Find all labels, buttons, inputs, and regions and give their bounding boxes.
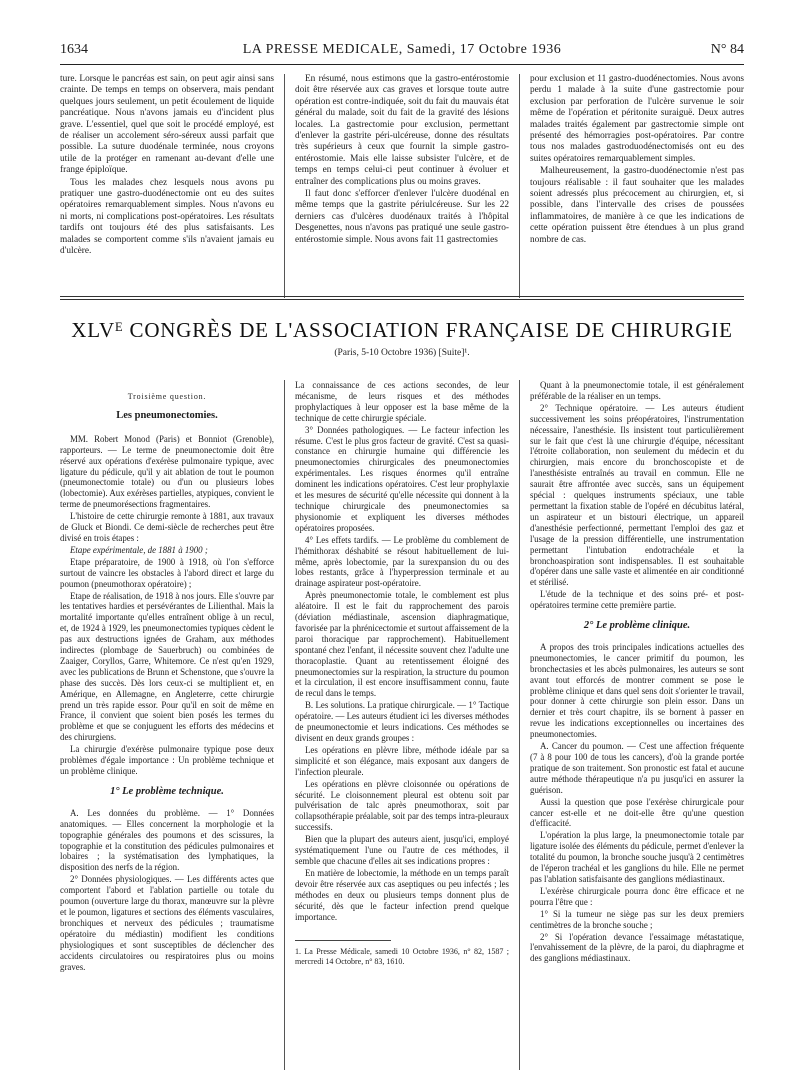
paragraph: 4° Les effets tardifs. — Le problème du comblement de l'hémithorax déshabité se résout habituellement de lui-même, après lobectomie, par la surexpansion du ou des lobes restants, grâce à l'hyperpression terminale et au drainage aspirateur post-opératoire.: [295, 534, 509, 589]
paragraph: Les opérations en plèvre libre, méthode idéale par sa simplicité et son élégance, mais exposant aux dangers de l'infection pleurale.: [295, 744, 509, 777]
paragraph: L'histoire de cette chirurgie remonte à 1881, aux travaux de Gluck et Biondi. Ce demi-siècle de recherches peut être divisé en trois étapes :: [60, 511, 274, 543]
paragraph: Malheureusement, la gastro-duodénectomie n'est pas toujours réalisable : il faut souhaiter que les malades soient adressés plus précocement au chirurgien, et, si possible, dans l'intervalle des crises de poussées inflammatoires, de manière à ce que les indications de cette opération puissent être étendues à un plus grand nombre de cas.: [530, 166, 744, 245]
paragraph: Tous les malades chez lesquels nous avons pu pratiquer une gastro-duodénectomie ont eu des suites opératoires remarquablement simples. Nous n'avons eu ni morts, ni complications post-opératoires. Les résultats tardifs ont toujours été des plus satisfaisants. Les malades se comportent comme s'ils n'avaient jamais eu d'ulcère.: [60, 177, 274, 257]
main-column-2: [295, 380, 509, 1070]
running-header: [60, 42, 744, 62]
paragraph: Etape expérimentale, de 1881 à 1900 ;: [70, 544, 208, 555]
paragraph: 3° Données pathologiques. — Le facteur infection les résume. C'est le plus gros facteur de gravité. C'est sa quasi-constance en chirurgie humaine qui différencie les pneumonectomies chirurgicales des pneumonectomies expérimentales. Les risques énormes qu'il entraîne dominent les indications opératoires. C'est leur prophylaxie et les mesures de sécurité qu'elle nécessite qui donnent à la technique chirurgicale des pneumonectomies sa physionomie et expliquent les diverses méthodes opératoires proposées.: [295, 424, 509, 533]
journal-title: LA PRESSE MEDICALE, Samedi, 17 Octobre 1936: [242, 42, 562, 57]
column-divider: [519, 74, 520, 298]
page-number: 1634: [60, 42, 88, 57]
paragraph: L'étude de la technique et des soins pré- et post-opératoires termine cette première partie.: [530, 589, 744, 611]
paragraph: A. Les données du problème. — 1° Données anatomiques. — Elles concernent la morphologie et la topographie générales des poumons et des scissures, la topographie et la constitution des pédicules pulmonaires et lobaires ; la systématisation des lymphatiques, la disposition des nerfs de la région.: [60, 807, 274, 873]
main-article-columns: [60, 380, 744, 1070]
top-column-1: [60, 74, 274, 298]
section-heading: 2° Le problème clinique.: [583, 620, 691, 632]
paragraph: Les opérations en plèvre cloisonnée ou opérations de sécurité. Le cloisonnement pleural est obtenu soit par pulvérisation de talc après pneumothorax, soit par collapsothérapie préalable, soit par des temps intra-pleuraux successifs.: [295, 778, 509, 833]
paragraph: A propos des trois principales indications actuelles des pneumonectomies, le cancer primitif du poumon, les bronchectasies et les abcès pulmonaires, les auteurs se sont avant tout efforcés de montrer comment se pose le problème clinique et dans quel sens doit s'orienter le travail, pour donner à cette chirurgie son plein essor. Dans un dernier et très court chapitre, ils se bornent à passer en revue les indications exceptionnelles ou incertaines des pneumonectomies.: [530, 641, 744, 740]
top-column-2: [295, 74, 509, 298]
column-divider: [519, 380, 520, 1070]
paragraph: Après pneumonectomie totale, le comblement est plus aléatoire. Il est le fait du rapprochement des parois (déviation médiastinale, ascension diaphragmatique, favorisée par la phrénicectomie et surtout affaissement de la paroi thoracique par rapprochement). Habituellement spontané chez l'enfant, il nécessite souvent chez l'adulte une thoracoplastie. Quant au retentissement éloigné des pneumonectomies sur la respiration, la structure du poumon et la circulation, il est encore insuffisamment connu, faute de recul dans le temps.: [295, 590, 509, 699]
article-heading: Les pneumonectomies.: [116, 409, 218, 421]
paragraph: En matière de lobectomie, la méthode en un temps paraît devoir être réservée aux cas aseptiques ou peu infectés ; les méthodes en deux ou plusieurs temps donnent plus de sécurité, dès que le facteur infection prend quelque importance.: [295, 867, 509, 922]
issue-number: N° 84: [710, 42, 744, 57]
top-column-3: [530, 74, 744, 298]
paragraph: ture. Lorsque le pancréas est sain, on peut agir ainsi sans crainte. De temps en temps on observera, mais pendant quelques jours seulement, un petit écoulement de liquide pancréatique. Nous n'avons jamais eu d'incident plus grave. L'essentiel, quel que soit le procédé employé, est de réaliser un accolement séro-séreux aussi parfait que possible. La suture duodénale terminée, nous croyons utile de la protéger en ramenant au-devant d'elle une frange épiploïque.: [60, 74, 274, 176]
paragraph: Etape de réalisation, de 1918 à nos jours. Elle s'ouvre par les tentatives hardies et persévérantes de Lilienthal. Mais la mortalité importante qu'elles entraînent oblige à un recul, et, de 1924 à 1929, les pneumonectomies typiques cèdent le pas aux destructions ignées de Graham, aux méthodes indirectes (plombage de Sauerbruch) ou combinées de Zaaiger, Coryllos, Garre, Whitemore. Ce n'est qu'en 1929, avec les publications de Brunn et Schenstone, que s'ouvre la phase des succès. Dès lors ceux-ci se multiplient et, en Amérique, en Allemagne, en Angleterre, cette chirurgie prend un très rapide essor. Pour qu'il en soit de même en France, il convient que soient bien posés les termes du problème et que se conjuguent les efforts des médecins et des chirurgiens.: [60, 590, 274, 743]
column-divider: [284, 380, 285, 1070]
column-divider: [284, 74, 285, 298]
paragraph: 2° Technique opératoire. — Les auteurs étudient successivement les soins préopératoires, l'instrumentation nécessaire, l'anesthésie. Ils insistent tout particulièrement sur le fait que c'est là une chirurgie d'équipe, nécessitant l'étroite collaboration, non seulement du médecin et du chirurgien, mais encore du bronchoscopiste et de l'anesthésiste entraînés au travail en commun. Elle ne saurait être affrontée avec succès, sans un équipement spécial : quelques instruments spéciaux, une table permettant la fixation stable de l'opéré en décubitus latéral, un aspirateur et un bistouri électrique, un appareil d'anesthésie perfectionné, permettant l'emploi des gaz et l'usage de la pression différentielle, une instrumentation permettant l'intubation endotrachéale et la bronchoaspiration sont indispensables. Il est souhaitable d'opérer dans une salle vaste et alimentée en air conditionné et stérilisé.: [530, 402, 744, 588]
paragraph: 2° Données physiologiques. — Les différents actes que comportent l'abord et l'ablation partielle ou totale du poumon (ouverture large du thorax, manœuvre sur la plèvre et le poumon, ligatures et sections des éléments vasculaires, bronchiques et nerveux des pédicules ; traumatisme opératoire du médiastin) modifient les conditions physiologiques et sont susceptibles de déclencher des accidents circulatoires ou respiratoires plus ou moins graves.: [60, 874, 274, 972]
section-double-rule: [60, 296, 744, 300]
paragraph: Il faut donc s'efforcer d'enlever l'ulcère duodénal en même temps que la gastrite périulcéreuse. Sur les 22 derniers cas d'ulcères duodénaux traités à l'hôpital Desgenettes, nous n'avons pas pratiqué une seule gastro-entérostomie simple. Nous avons fait 11 gastrectomies: [295, 189, 509, 245]
paragraph: pour exclusion et 11 gastro-duodénectomies. Nous avons perdu 1 malade à la suite d'une gastrectomie pour exclusion par perforation de l'ulcère survenue le soir même de l'opération et péritonite suraiguë. Deux autres malades traités également par gastrectomie simple ont présenté des hémorragies post-opératoires. Par contre tous nos malades gastroduodénectomisés ont eu des suites opératoires remarquablement simples.: [530, 74, 744, 164]
paragraph: La connaissance de ces actions secondes, de leur mécanisme, de leurs risques et des méthodes prophylactiques à leur opposer est la base même de la technique de cette chirurgie spéciale.: [295, 380, 509, 423]
paragraph: Bien que la plupart des auteurs aient, jusqu'ici, employé systématiquement l'une ou l'autre de ces méthodes, il semble que chacune d'elles ait ses indications propres :: [295, 834, 509, 866]
question-label: Troisième question.: [127, 392, 207, 401]
paragraph: L'opération la plus large, la pneumonectomie totale par ligature isolée des éléments du pédicule, permet d'enlever la totalité du poumon, la bronche souche jusqu'à 2 centimètres de l'éperon trachéal et les ganglions du hile. Elle ne permet pas l'ablation satisfaisante des ganglions médiastinaux.: [530, 830, 744, 884]
paragraph: Quant à la pneumonectomie totale, il est généralement préférable de la réaliser en un temps.: [530, 380, 744, 401]
paragraph: B. Les solutions. La pratique chirurgicale. — 1° Tactique opératoire. — Les auteurs étudient ici les diverses méthodes de pneumonectomie et leurs indications. Ces méthodes se divisent en deux grands groupes :: [295, 700, 509, 743]
paragraph: L'exérèse chirurgicale pourra donc être efficace et ne pourra l'être que :: [530, 885, 744, 907]
paragraph: A. Cancer du poumon. — C'est une affection fréquente (7 à 8 pour 100 de tous les cancers), d'où la grande portée pratique de son traitement. Son pronostic est fatal et aucune autre méthode thérapeutique n'a pu jusqu'ici en assurer la guérison.: [530, 741, 744, 795]
congress-title: XLVᴱ CONGRÈS DE L'ASSOCIATION FRANÇAISE DE CHIRURGIE: [71, 318, 733, 342]
footnote: 1. La Presse Médicale, samedi 10 Octobre 1936, n° 82, 1587 ; mercredi 14 Octobre, n° 83, 1610.: [295, 947, 509, 967]
paragraph: 2° Si l'opération devance l'essaimage métastatique, l'envahissement de la plèvre, de la paroi, du diaphragme et des ganglions médiastinaux.: [530, 931, 744, 964]
main-column-3: [530, 380, 744, 1070]
section-heading: 1° Le problème technique.: [110, 785, 224, 797]
paragraph: Aussi la question que pose l'exérèse chirurgicale pour cancer est-elle et ne doit-elle être qu'une question d'efficacité.: [530, 796, 744, 829]
paragraph: Etape préparatoire, de 1900 à 1918, où l'on s'efforce surtout de vaincre les obstacles à l'abord direct et large du poumon (pneumothorax opératoire) ;: [60, 556, 274, 589]
main-column-1: [60, 380, 274, 1070]
paragraph: 1° Si la tumeur ne siège pas sur les deux premiers centimètres de la bronche souche ;: [530, 908, 744, 930]
paragraph: En résumé, nous estimons que la gastro-entérostomie doit être réservée aux cas graves et lorsque toute autre opération est contre-indiquée, soit du fait du mauvais état général du malade, soit du fait de la gravité des lésions locales. La gastrectomie pour exclusion, permettant d'enlever la gastrite péri-ulcéreuse, donne des résultats très supérieurs à ceux que fournit la simple gastro-entérostomie. Mais elle laisse subsister l'ulcère, et de temps en temps celui-ci peut continuer à évoluer et entraîner des complications plus ou moins graves.: [295, 74, 509, 187]
top-article-columns: [60, 74, 744, 298]
footnote-rule: [295, 940, 391, 941]
paragraph: La chirurgie d'exérèse pulmonaire typique pose deux problèmes d'égale importance : Un problème technique et un problème clinique.: [60, 744, 274, 776]
paragraph: MM. Robert Monod (Paris) et Bonniot (Grenoble), rapporteurs. — Le terme de pneumonectomie doit être réservé aux opérations d'exérèse pulmonaire typique, avec ligature du pédicule, qu'il y ait ablation de tout le poumon (pneumonectomie totale) ou d'un ou plusieurs lobes (lobectomie). Aux exérèses partielles, atypiques, convient le terme de pneumorésections fragmentaires.: [60, 433, 274, 510]
congress-subtitle: (Paris, 5-10 Octobre 1936) [Suite]¹.: [334, 348, 470, 358]
header-rule: [60, 64, 744, 65]
